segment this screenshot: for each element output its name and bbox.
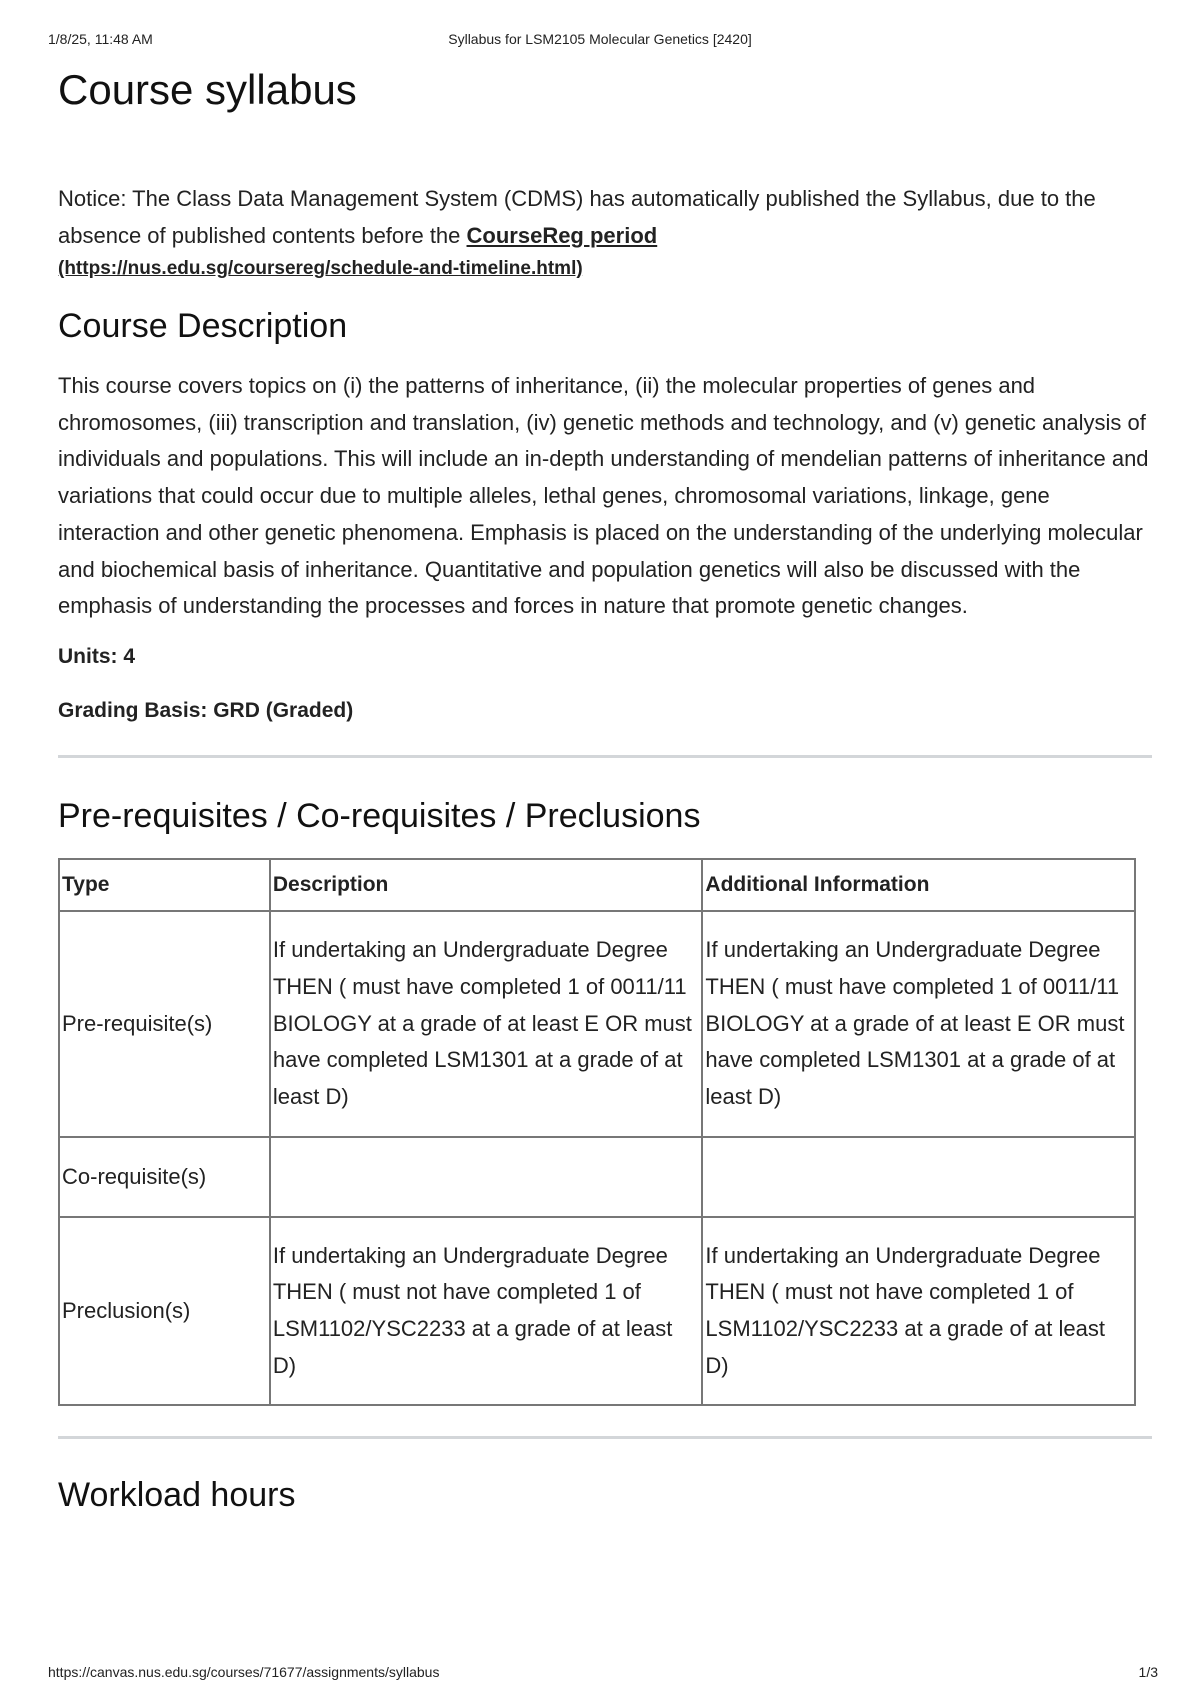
cell-type: Pre-requisite(s) <box>59 911 270 1137</box>
table-header-row <box>59 859 1135 911</box>
table-row <box>59 911 1135 1137</box>
cell-additional-info: If undertaking an Undergraduate Degree THEN ( must not have completed 1 of LSM1102/YSC2233 at a grade of at least D) <box>702 1217 1135 1405</box>
syllabus-content <box>58 62 1152 1517</box>
coursereg-link-url[interactable]: (https://nus.edu.sg/coursereg/schedule-and-timeline.html) <box>58 258 583 279</box>
table-row <box>59 1137 1135 1217</box>
column-header-additional-info: Additional Information <box>702 859 1135 911</box>
column-header-type: Type <box>59 859 270 911</box>
notice-text: Notice: The Class Data Management System (CDMS) has automatically published the Syllabus, due to the absence of published contents before the <box>58 186 1096 248</box>
page-title: Course syllabus <box>58 66 357 113</box>
section-divider <box>58 755 1152 758</box>
units-label: Units: 4 <box>58 644 136 668</box>
cell-description: If undertaking an Undergraduate Degree THEN ( must have completed 1 of 0011/11 BIOLOGY at a grade of at least E OR must have completed LSM1301 at a grade of at least D) <box>270 911 703 1137</box>
course-description-heading: Course Description <box>58 307 348 345</box>
cell-additional-info <box>702 1137 1135 1217</box>
grading-basis-label: Grading Basis: GRD (Graded) <box>58 698 354 722</box>
prerequisites-heading: Pre-requisites / Co-requisites / Preclusions <box>58 796 701 835</box>
course-description-text: This course covers topics on (i) the patterns of inheritance, (ii) the molecular properties of genes and chromosomes, (iii) transcription and translation, (iv) genetic methods and technology, and (v) genetic analysis of individuals and populations. This will include an in-depth understanding of mendelian patterns of inheritance and variations that could occur due to multiple alleles, lethal genes, chromosomal variations, linkage, gene interaction and other genetic phenomena. Emphasis is placed on the understanding of the underlying molecular and biochemical basis of inheritance. Quantitative and population genetics will also be discussed with the emphasis of understanding the processes and forces in nature that promote genetic changes. <box>58 373 1149 619</box>
cell-description <box>270 1137 703 1217</box>
table-row <box>59 1217 1135 1405</box>
print-datetime: 1/8/25, 11:48 AM <box>48 31 153 47</box>
workload-hours-heading: Workload hours <box>58 1475 296 1514</box>
print-page-number: 1/3 <box>1138 1664 1158 1680</box>
prerequisites-table <box>58 858 1136 1406</box>
cdms-notice <box>58 180 1152 284</box>
column-header-description: Description <box>270 859 703 911</box>
coursereg-period-link[interactable]: CourseReg period <box>466 223 658 248</box>
cell-type: Co-requisite(s) <box>59 1137 270 1217</box>
print-document-title: Syllabus for LSM2105 Molecular Genetics [2420] <box>448 31 752 47</box>
cell-additional-info: If undertaking an Undergraduate Degree THEN ( must have completed 1 of 0011/11 BIOLOGY at a grade of at least E OR must have completed LSM1301 at a grade of at least D) <box>702 911 1135 1137</box>
print-footer-url: https://canvas.nus.edu.sg/courses/71677/assignments/syllabus <box>48 1664 440 1680</box>
cell-type: Preclusion(s) <box>59 1217 270 1405</box>
cell-description: If undertaking an Undergraduate Degree THEN ( must not have completed 1 of LSM1102/YSC2233 at a grade of at least D) <box>270 1217 703 1405</box>
section-divider <box>58 1436 1152 1439</box>
